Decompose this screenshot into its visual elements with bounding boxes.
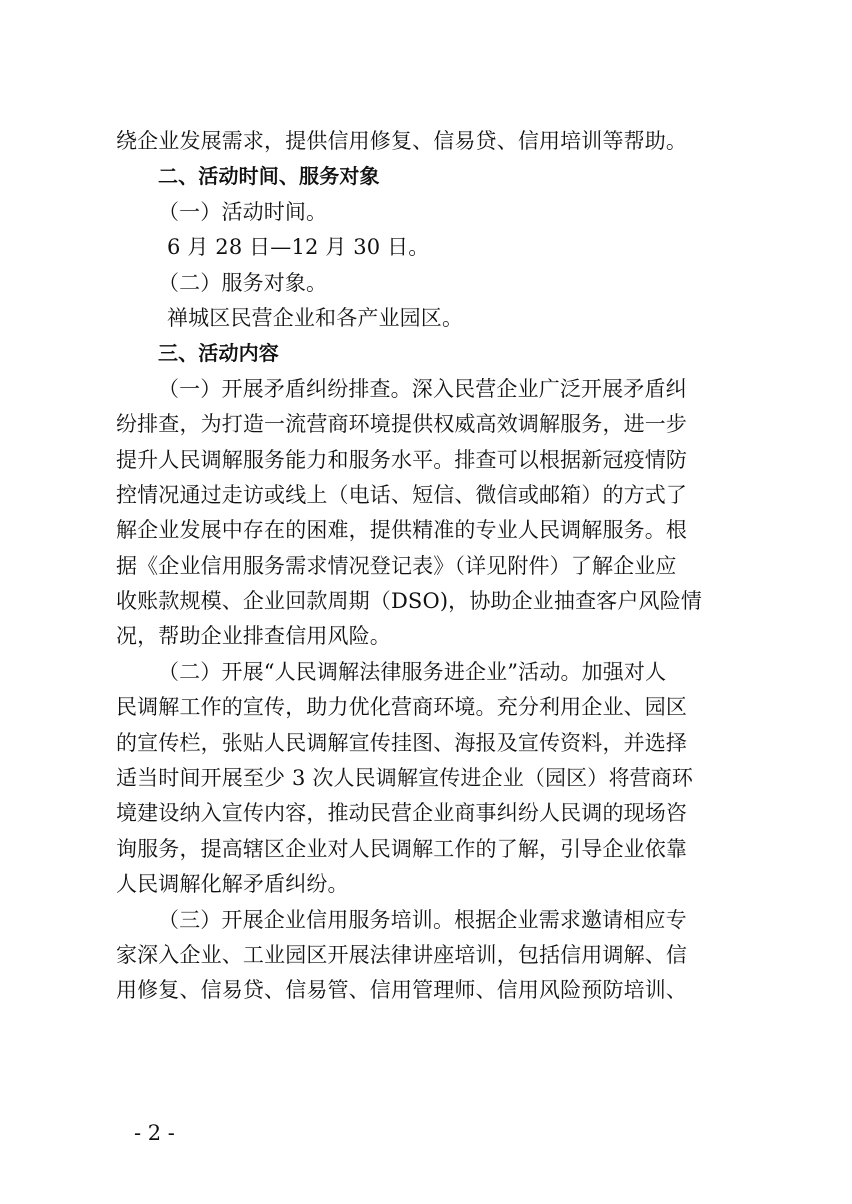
body-text-line: 民调解工作的宣传，助力优化营商环境。充分利用企业、园区 [116, 695, 688, 720]
section-heading-3: 三、活动内容 [158, 341, 279, 366]
body-text-line: 据《企业信用服务需求情况登记表》（详见附件）了解企业应 [116, 553, 677, 578]
body-text-line: 的宣传栏，张贴人民调解宣传挂图、海报及宣传资料，并选择 [116, 730, 688, 755]
subsection-heading: （一）活动时间。 [158, 199, 328, 224]
body-text-line: 人民调解化解矛盾纠纷。 [116, 872, 349, 897]
paragraph-first-line: （一）开展矛盾纠纷排查。深入民营企业广泛开展矛盾纠 [158, 376, 687, 401]
body-text-line: 控情况通过走访或线上（电话、短信、微信或邮箱）的方式了 [116, 482, 688, 507]
paragraph-first-line: （二）开展“人民调解法律服务进企业”活动。加强对人 [158, 659, 667, 684]
page-number: - 2 - [134, 1121, 175, 1145]
document-body [116, 124, 736, 1009]
body-text-line: 况，帮助企业排查信用风险。 [116, 624, 391, 649]
body-text-line: 询服务，提高辖区企业对人民调解工作的了解，引导企业依靠 [116, 836, 688, 861]
body-text-line: 6 月 28 日—12 月 30 日。 [167, 235, 430, 260]
body-text-line: 适当时间开展至少 3 次人民调解宣传进企业（园区）将营商环 [116, 766, 694, 791]
body-text-line: 禅城区民营企业和各产业园区。 [167, 305, 464, 330]
subsection-heading: （二）服务对象。 [158, 270, 328, 295]
section-heading-2: 二、活动时间、服务对象 [158, 164, 380, 189]
body-text-line: 解企业发展中存在的困难，提供精准的专业人民调解服务。根 [116, 518, 688, 543]
paragraph-first-line: （三）开展企业信用服务培训。根据企业需求邀请相应专 [158, 907, 687, 932]
body-text-line: 纷排查，为打造一流营商环境提供权威高效调解服务，进一步 [116, 412, 688, 437]
body-text-line: 境建设纳入宣传内容，推动民营企业商事纠纷人民调的现场咨 [116, 801, 688, 826]
body-text-line: 收账款规模、企业回款周期（DSO)，协助企业抽查客户风险情 [116, 589, 702, 614]
body-text-line: 家深入企业、工业园区开展法律讲座培训，包括信用调解、信 [116, 942, 688, 967]
body-text-line: 绕企业发展需求，提供信用修复、信易贷、信用培训等帮助。 [116, 129, 688, 153]
body-text-line: 用修复、信易贷、信易管、信用管理师、信用风险预防培训、 [116, 978, 688, 1003]
body-text-line: 提升人民调解服务能力和服务水平。排查可以根据新冠疫情防 [116, 447, 688, 472]
